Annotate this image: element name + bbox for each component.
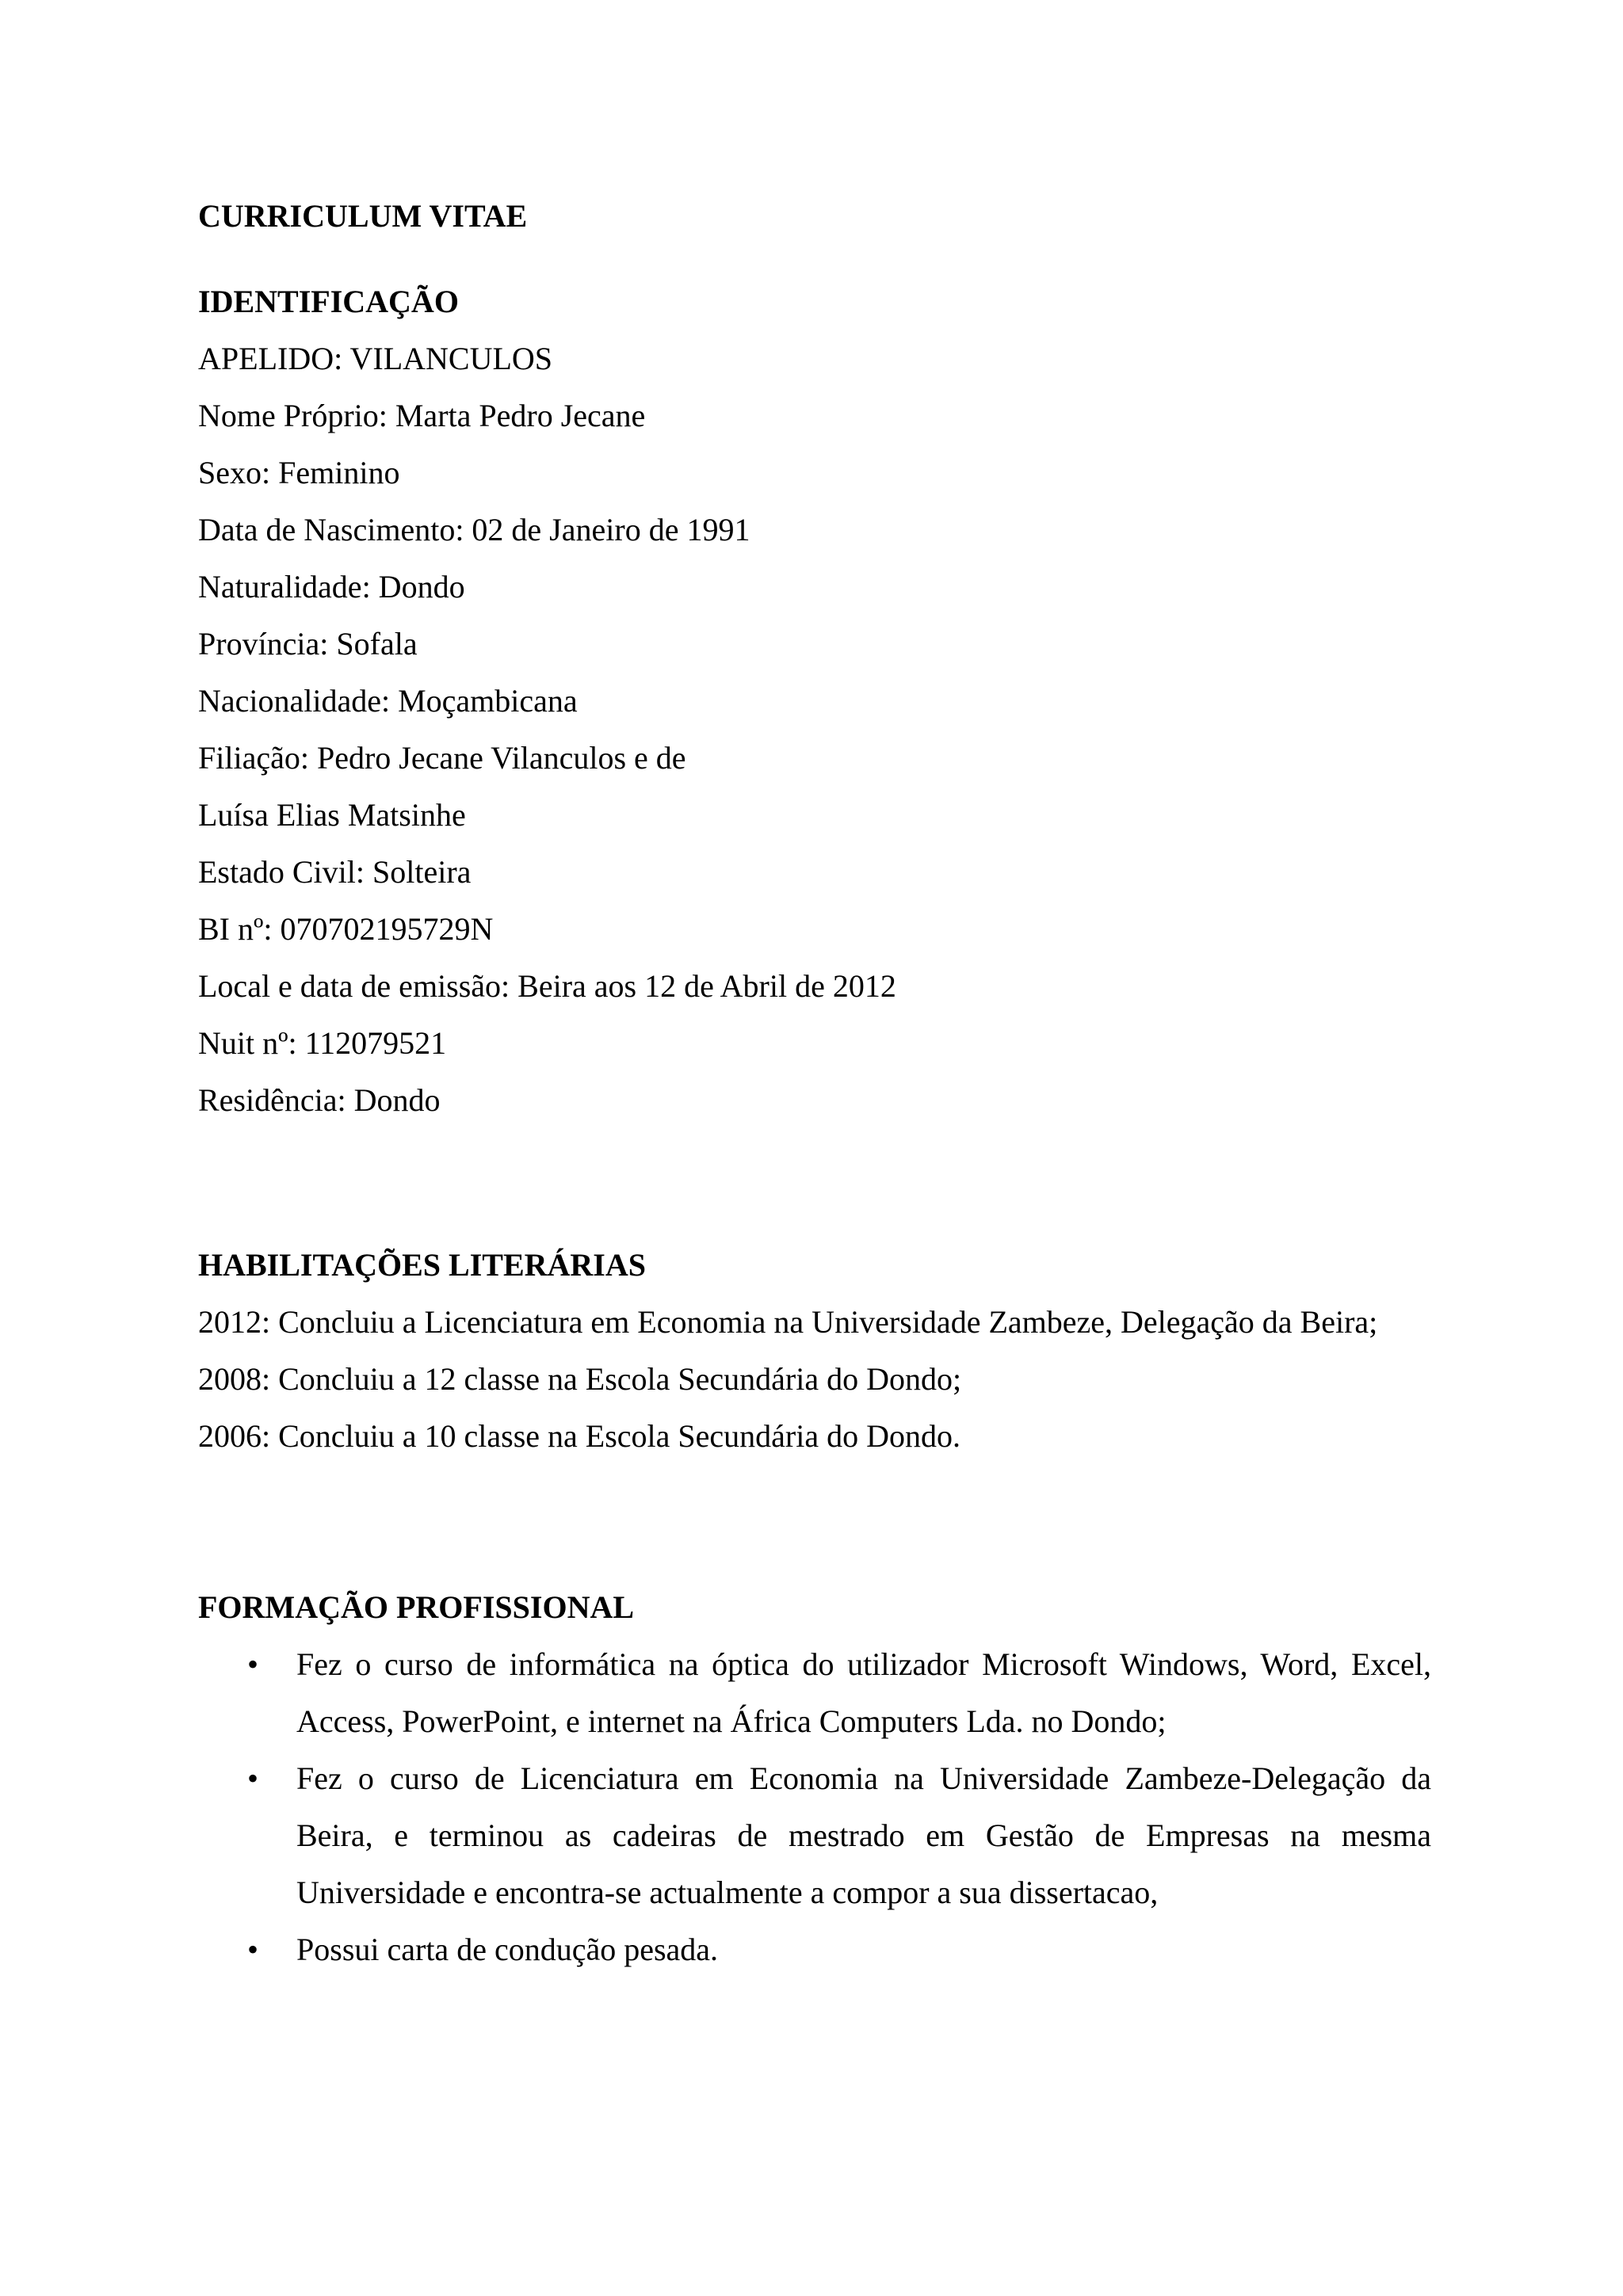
field-nome-proprio: Nome Próprio: Marta Pedro Jecane bbox=[198, 398, 646, 433]
document-title: CURRICULUM VITAE bbox=[198, 198, 528, 234]
field-apelido: APELIDO: VILANCULOS bbox=[198, 341, 553, 376]
field-estado-civil: Estado Civil: Solteira bbox=[198, 854, 472, 890]
habilitacao-item: 2008: Concluiu a 12 classe na Escola Secundária do Dondo; bbox=[198, 1361, 962, 1397]
bullet-icon: • bbox=[247, 1760, 259, 1796]
section-heading-identificacao: IDENTIFICAÇÃO bbox=[198, 284, 459, 319]
list-item-line: Fez o curso de informática na óptica do utilizador Microsoft Windows, Word, Excel, bbox=[296, 1646, 1431, 1682]
section-heading-habilitacoes: HABILITAÇÕES LITERÁRIAS bbox=[198, 1247, 646, 1283]
field-sexo: Sexo: Feminino bbox=[198, 455, 400, 490]
bullet-icon: • bbox=[247, 1932, 259, 1967]
field-local-data-emissao: Local e data de emissão: Beira aos 12 de Abril de 2012 bbox=[198, 968, 896, 1004]
list-item-line: Universidade e encontra-se actualmente a compor a sua dissertacao, bbox=[296, 1875, 1159, 1910]
field-filiacao-continued: Luísa Elias Matsinhe bbox=[198, 797, 466, 833]
field-nacionalidade: Nacionalidade: Moçambicana bbox=[198, 683, 578, 719]
field-filiacao: Filiação: Pedro Jecane Vilanculos e de bbox=[198, 740, 686, 776]
field-data-nascimento: Data de Nascimento: 02 de Janeiro de 1991 bbox=[198, 512, 750, 547]
field-naturalidade: Naturalidade: Dondo bbox=[198, 569, 465, 605]
habilitacao-item: 2006: Concluiu a 10 classe na Escola Secundária do Dondo. bbox=[198, 1418, 960, 1454]
list-item-line: Access, PowerPoint, e internet na África Computers Lda. no Dondo; bbox=[296, 1703, 1167, 1739]
list-item-line: Beira, e terminou as cadeiras de mestrado em Gestão de Empresas na mesma bbox=[296, 1817, 1431, 1853]
field-provincia: Província: Sofala bbox=[198, 626, 418, 662]
field-bi: BI nº: 070702195729N bbox=[198, 911, 494, 947]
bullet-icon: • bbox=[247, 1646, 259, 1682]
list-item-line: Possui carta de condução pesada. bbox=[296, 1932, 719, 1967]
field-nuit: Nuit nº: 112079521 bbox=[198, 1025, 447, 1061]
section-heading-formacao: FORMAÇÃO PROFISSIONAL bbox=[198, 1589, 635, 1625]
field-residencia: Residência: Dondo bbox=[198, 1082, 441, 1118]
list-item-line: Fez o curso de Licenciatura em Economia na Universidade Zambeze-Delegação da bbox=[296, 1760, 1431, 1796]
habilitacao-item: 2012: Concluiu a Licenciatura em Economia na Universidade Zambeze, Delegação da Beira; bbox=[198, 1304, 1378, 1340]
